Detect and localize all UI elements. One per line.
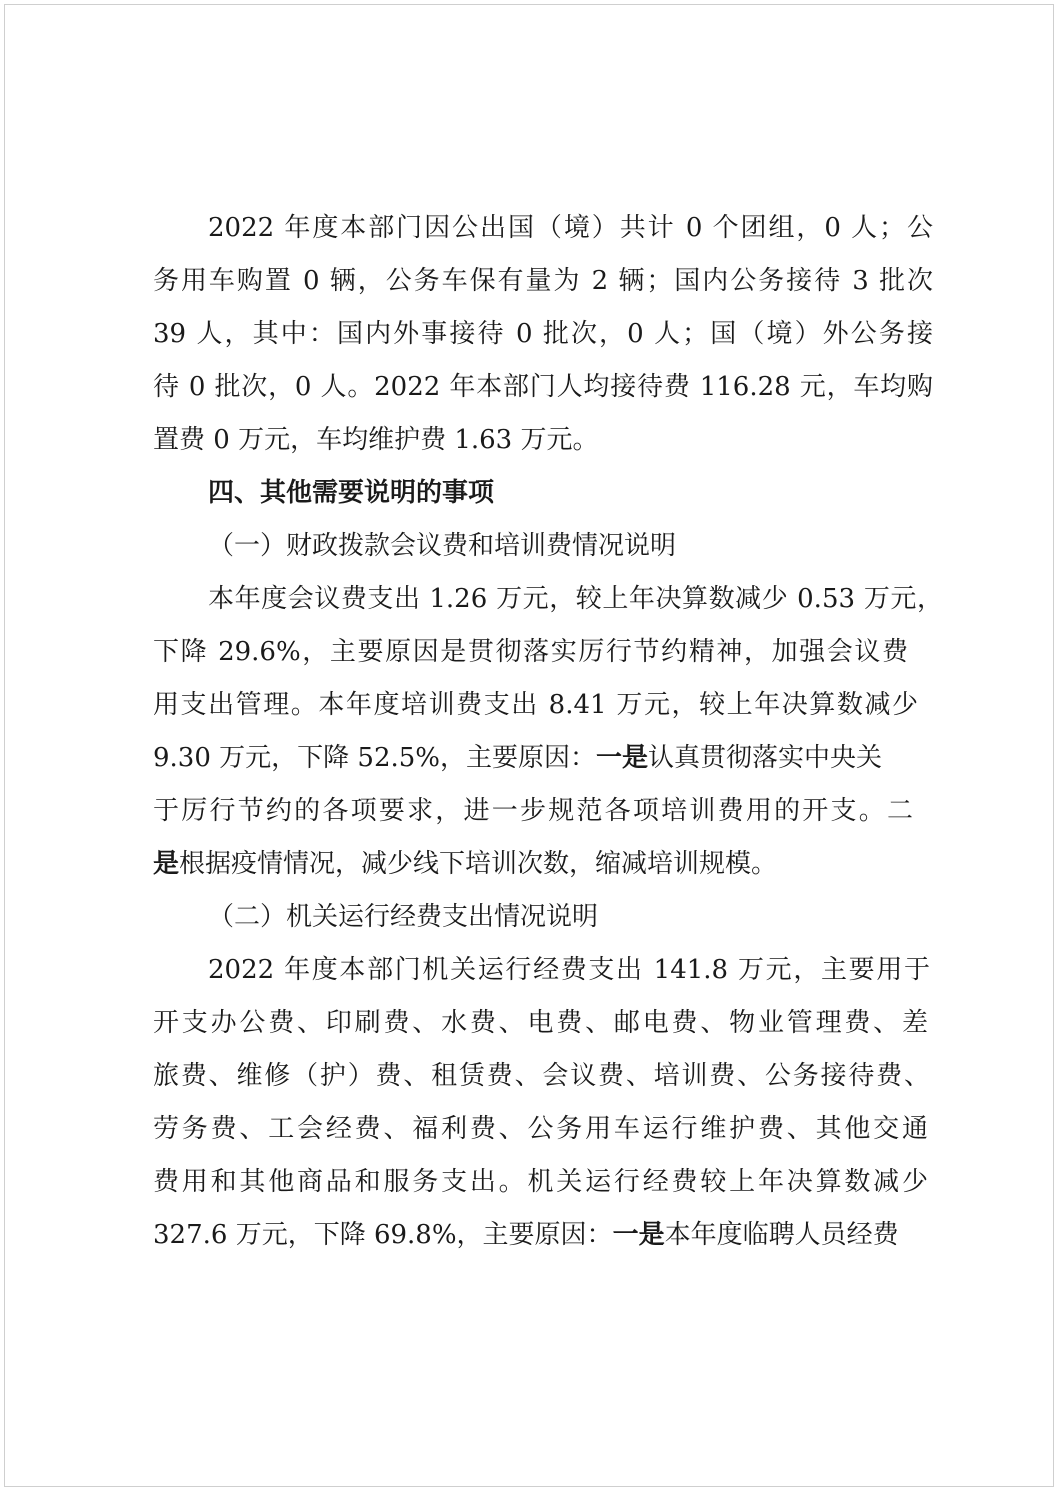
paragraph-line: 本年度会议费支出 1.26 万元，较上年决算数减少 0.53 万元， xyxy=(208,584,943,614)
paragraph-line: 劳务费、工会经费、福利费、公务用车运行维护费、其他交通 xyxy=(153,1114,928,1144)
paragraph-line: 39 人，其中：国内外事接待 0 批次，0 人；国（境）外公务接 xyxy=(153,319,933,349)
paragraph-line: 2022 年度本部门因公出国（境）共计 0 个团组，0 人；公 xyxy=(208,213,933,243)
emphasis-text: 是 xyxy=(153,849,180,879)
paragraph-line: 费用和其他商品和服务支出。机关运行经费较上年决算数减少 xyxy=(153,1167,928,1197)
section-heading: 四、其他需要说明的事项 xyxy=(208,478,495,508)
emphasis-text: 一是 xyxy=(596,743,649,773)
paragraph-line: 置费 0 万元，车均维护费 1.63 万元。 xyxy=(153,425,599,455)
emphasis-text: 一是 xyxy=(612,1220,665,1250)
document-page xyxy=(4,4,1054,1487)
paragraph-line: 旅费、维修（护）费、租赁费、会议费、培训费、公务接待费、 xyxy=(153,1061,930,1091)
paragraph-line xyxy=(153,1218,928,1252)
paragraph-line: 开支办公费、印刷费、水费、电费、邮电费、物业管理费、差 xyxy=(153,1008,928,1038)
paragraph-line xyxy=(153,847,933,881)
text-run: 根据疫情情况，减少线下培训次数，缩减培训规模。 xyxy=(179,849,778,879)
paragraph-line: 务用车购置 0 辆，公务车保有量为 2 辆；国内公务接待 3 批次 xyxy=(153,266,933,296)
paragraph-line: 待 0 批次，0 人。2022 年本部门人均接待费 116.28 元，车均购 xyxy=(153,372,933,402)
paragraph-line: 于厉行节约的各项要求，进一步规范各项培训费用的开支。二 xyxy=(153,796,913,826)
text-run: 9.30 万元，下降 52.5%，主要原因： xyxy=(153,743,597,773)
paragraph-line: 2022 年度本部门机关运行经费支出 141.8 万元，主要用于 xyxy=(208,955,930,985)
text-run: 本年度临聘人员经费 xyxy=(664,1220,899,1250)
subsection-heading: （二）机关运行经费支出情况说明 xyxy=(208,902,599,932)
text-run: 327.6 万元，下降 69.8%，主要原因： xyxy=(153,1220,613,1250)
paragraph-line: 用支出管理。本年度培训费支出 8.41 万元，较上年决算数减少 xyxy=(153,690,918,720)
paragraph-line xyxy=(153,741,908,775)
paragraph-line: 下降 29.6%，主要原因是贯彻落实厉行节约精神，加强会议费 xyxy=(153,637,908,667)
text-run: 认真贯彻落实中央关 xyxy=(648,743,883,773)
subsection-heading: （一）财政拨款会议费和培训费情况说明 xyxy=(208,531,677,561)
